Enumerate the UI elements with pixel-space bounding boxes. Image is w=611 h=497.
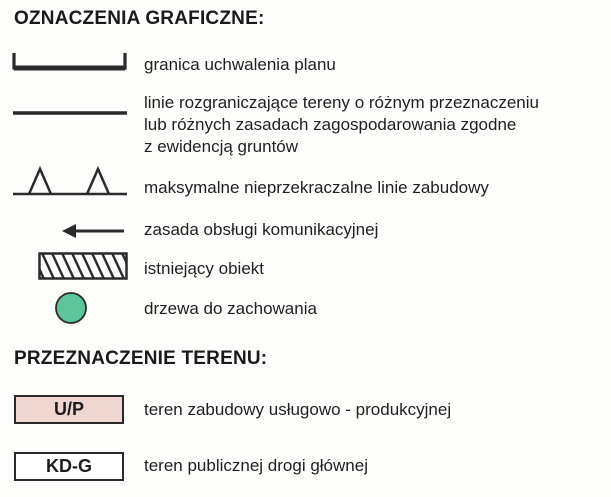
legend-item-label: granica uchwalenia planu bbox=[144, 55, 336, 74]
legend-item-trees bbox=[144, 298, 317, 320]
legend-item-label: drzewa do zachowania bbox=[144, 299, 317, 318]
graphic-legend-title: OZNACZENIA GRAFICZNE: bbox=[14, 8, 265, 29]
legend-item-label: lub różnych zasadach zagospodarowania zgodne bbox=[144, 115, 517, 134]
legend-item-label: z ewidencją gruntów bbox=[144, 137, 299, 156]
legend-item-access bbox=[144, 219, 378, 241]
triangle-building-line-icon bbox=[12, 164, 128, 198]
hatched-rectangle-icon bbox=[38, 252, 128, 280]
legend-item-label: maksymalne nieprzekraczalne linie zabudowy bbox=[144, 178, 489, 197]
solid-line-icon bbox=[12, 108, 128, 118]
land-use-description-kdg: teren publicznej drogi głównej bbox=[144, 456, 368, 475]
land-use-code-kdg: KD-G bbox=[14, 452, 124, 481]
plan-boundary-bracket-icon bbox=[12, 51, 128, 73]
land-use-title: PRZEZNACZENIE TERENU: bbox=[14, 348, 268, 369]
green-circle-icon bbox=[54, 291, 88, 325]
legend-item-building-lines bbox=[144, 177, 489, 199]
legend-item-label: linie rozgraniczające tereny o różnym przeznaczeniu bbox=[144, 93, 539, 112]
land-use-code-up: U/P bbox=[14, 395, 124, 424]
legend-item-plan-boundary bbox=[144, 54, 336, 76]
left-arrow-icon bbox=[60, 222, 126, 240]
legend-item-existing-object bbox=[144, 258, 264, 280]
land-use-description-up: teren zabudowy usługowo - produkcyjnej bbox=[144, 400, 452, 419]
legend-item-label: zasada obsługi komunikacyjnej bbox=[144, 220, 379, 239]
legend-item-label: istniejący obiekt bbox=[144, 259, 265, 278]
legend-item-boundary-lines bbox=[144, 92, 539, 158]
